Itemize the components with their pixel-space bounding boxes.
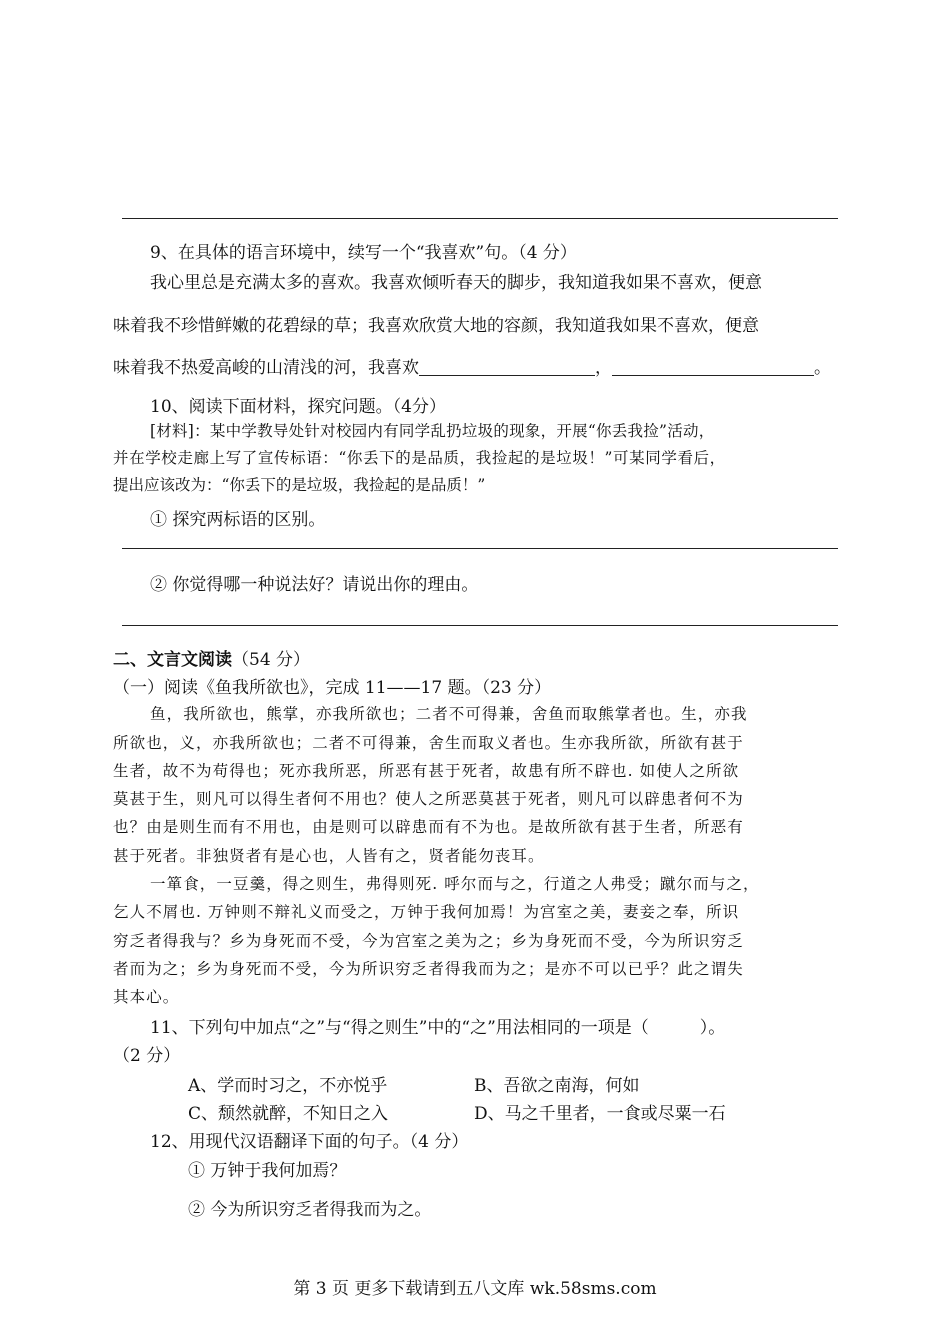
q9-blank-1[interactable] [419,374,595,376]
q10-sub-1: ① 探究两标语的区别。 [150,510,326,530]
section-2-heading [113,645,310,670]
q9-blank-2[interactable] [612,374,814,376]
passage-line: 穷乏者得我与？乡为身死而不受，今为宫室之美为之；乡为身死而不受，今为所识穷乏 [113,932,744,950]
passage-line: 者而为之；乡为身死而不受，今为所识穷乏者得我而为之；是亦不可以已乎？此之谓失 [113,960,744,978]
q11-score: （2 分） [113,1046,181,1066]
q9-period: 。 [814,358,831,378]
passage-line: 生者，故不为苟得也；死亦我所恶，所恶有甚于死者，故患有所不辟也. 如使人之所欲 [113,762,740,780]
q10-material-line-3: 提出应该改为：“你丢下的是垃圾，我捡起的是品质！” [113,476,486,494]
q10-sub-2: ② 你觉得哪一种说法好？请说出你的理由。 [150,575,479,595]
q11-option-c[interactable]: C、颓然就醉，不知日之入 [188,1104,389,1124]
q12-sub-2: ② 今为所识穷乏者得我而为之。 [188,1200,432,1220]
passage-line: 鱼，我所欲也，熊掌，亦我所欲也；二者不可得兼，舍鱼而取熊掌者也。生，亦我 [150,705,748,723]
q12-title: 12、用现代汉语翻译下面的句子。（4 分） [150,1132,469,1152]
q11-option-d[interactable]: D、马之千里者，一食或尽粟一石 [474,1104,726,1124]
q11-title: 11、下列句中加点“之”与“得之则生”中的“之”用法相同的一项是（ ）。 [150,1018,726,1038]
passage-line: 一箪食，一豆羹，得之则生，弗得则死. 呼尔而与之，行道之人弗受；蹴尔而与之， [150,875,760,893]
page-footer: 第 3 页 更多下载请到五八文库 wk.58sms.com [293,1279,657,1299]
passage-line: 莫甚于生，则凡可以得生者何不用也？使人之所恶莫甚于死者，则凡可以辟患者何不为 [113,790,744,808]
answer-line-q10-1 [122,548,838,549]
q10-title: 10、阅读下面材料，探究问题。（4分） [150,397,446,417]
section-2-score: （54 分） [232,650,311,670]
passage-line: 也？由是则生而有不用也，由是则可以辟患而有不为也。是故所欲有甚于生者，所恶有 [113,818,744,836]
answer-line-q10-2 [122,625,838,626]
passage-line: 其本心。 [113,988,180,1006]
passage-line: 乞人不屑也. 万钟则不辩礼义而受之，万钟于我何加焉！为宫室之美，妻妾之奉，所识 [113,903,740,921]
q11-option-b[interactable]: B、吾欲之南海，何如 [474,1076,640,1096]
q9-comma: ， [595,358,612,378]
section-2-part-1: （一）阅读《鱼我所欲也》，完成 11——17 题。（23 分） [113,678,552,698]
q10-material-line-2: 并在学校走廊上写了宣传标语：“你丢下的是品质，我捡起的是垃圾！”可某同学看后， [113,449,726,467]
q10-material-line-1: [材料]：某中学教导处针对校园内有同学乱扔垃圾的现象，开展“你丢我捡”活动， [150,422,715,440]
q12-sub-1: ① 万钟于我何加焉？ [188,1161,347,1181]
q9-line-3 [113,353,831,378]
q9-line-2: 味着我不珍惜鲜嫩的花碧绿的草；我喜欢欣赏大地的容颜，我知道我如果不喜欢，便意 [113,316,759,336]
answer-line-top [122,218,838,219]
q11-option-a[interactable]: A、学而时习之，不亦悦乎 [188,1076,388,1096]
passage-line: 所欲也，义，亦我所欲也；二者不可得兼，舍生而取义者也。生亦我所欲，所欲有甚于 [113,734,744,752]
q9-title: 9、在具体的语言环境中，续写一个“我喜欢”句。（4 分） [150,243,577,263]
passage-line: 甚于死者。非独贤者有是心也，人皆有之，贤者能勿丧耳。 [113,847,545,865]
q9-line-3-prefix: 味着我不热爱高峻的山清浅的河，我喜欢 [113,358,419,378]
section-2-title: 二、文言文阅读 [113,650,232,670]
q9-line-1: 我心里总是充满太多的喜欢。我喜欢倾听春天的脚步，我知道我如果不喜欢，便意 [150,273,762,293]
